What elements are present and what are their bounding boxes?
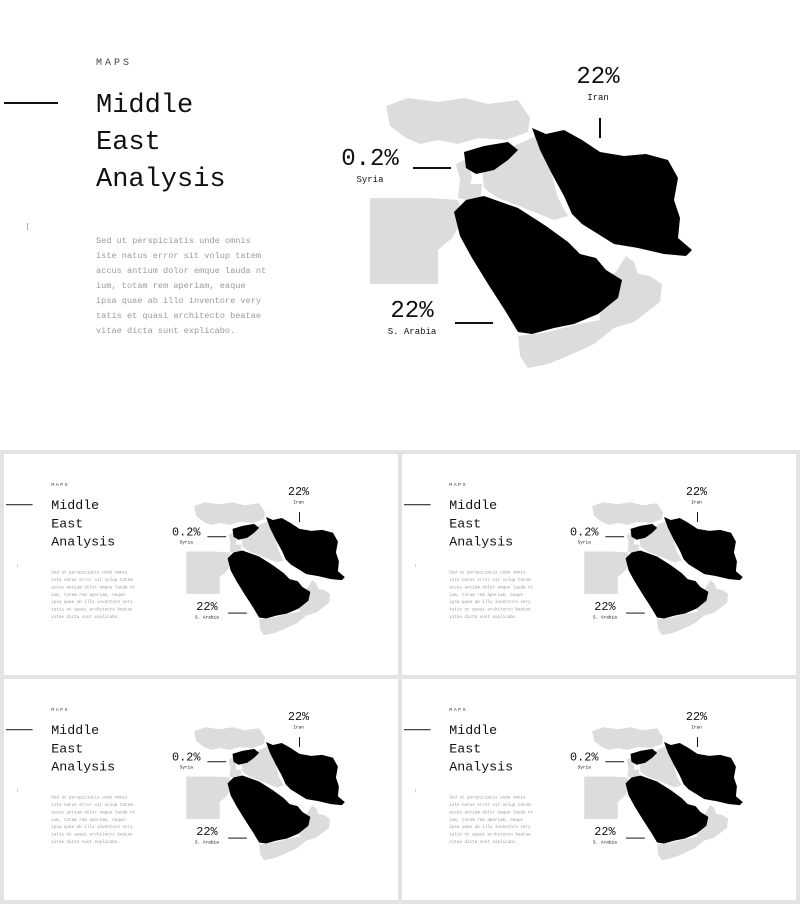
- saudi-stat-value: 22%: [594, 600, 616, 615]
- slide-kicker: MAPS: [51, 482, 70, 488]
- iran-stat-value: 22%: [685, 710, 708, 724]
- slide-title: [449, 497, 567, 552]
- accent-line: [4, 102, 58, 104]
- slide-thumbnail[interactable]: [402, 454, 796, 675]
- iran-stat-label: Iran: [587, 93, 609, 103]
- slide-content: [0, 0, 800, 450]
- egypt-region: [186, 777, 232, 819]
- accent-line: [6, 729, 33, 730]
- syria-stat-value: 0.2%: [341, 146, 399, 173]
- saudi-stat-value: 22%: [594, 825, 616, 840]
- iran-stat: [678, 711, 715, 731]
- egypt-region: [186, 552, 232, 594]
- title-line: Middle: [51, 498, 100, 514]
- title-line: Middle: [449, 723, 498, 739]
- title-line: East: [96, 128, 161, 158]
- syria-leader-line: [605, 761, 624, 762]
- slide-kicker: MAPS: [51, 707, 70, 713]
- iran-stat: [280, 486, 317, 506]
- saudi-stat-label: S. Arabia: [592, 615, 617, 620]
- saudi-stat-label: S. Arabia: [592, 840, 617, 845]
- title-line: Analysis: [51, 535, 116, 551]
- iran-stat: [560, 64, 636, 104]
- syria-leader-line: [413, 167, 451, 169]
- iran-stat-label: Iran: [691, 724, 702, 730]
- saudi-stat-label: S. Arabia: [387, 327, 437, 337]
- egypt-region: [584, 552, 630, 594]
- slide-kicker: MAPS: [449, 707, 468, 713]
- iran-stat-label: Iran: [293, 499, 304, 505]
- turkey-region: [194, 727, 265, 750]
- saudi-stat: [372, 298, 452, 338]
- syria-stat: [565, 751, 604, 771]
- turkey-region: [194, 502, 265, 525]
- title-line: East: [449, 517, 482, 532]
- saudi-leader-line: [455, 322, 493, 324]
- saudi-leader-line: [228, 613, 247, 614]
- title-line: Analysis: [449, 760, 514, 776]
- saudi-stat: [187, 601, 226, 621]
- slide-kicker: MAPS: [449, 482, 468, 488]
- accent-line: [404, 504, 431, 505]
- slide-content: [402, 454, 796, 675]
- slide-main[interactable]: [0, 0, 800, 450]
- iran-stat-value: 22%: [287, 710, 310, 724]
- iran-leader-line: [299, 737, 300, 747]
- body-paragraph: Sed ut perspiciatis unde omnis iste natus error sit volup tatem accus antium dolor emque lauda nt ium, totam rem aperiam, eaque ipsa quae ab illo inventore very tatis et quasi architecto beatae vitae dicta sunt explicabo.: [449, 795, 534, 845]
- iran-stat: [678, 486, 715, 506]
- syria-stat-label: Syria: [577, 540, 591, 546]
- syria-stat-value: 0.2%: [172, 750, 201, 765]
- body-paragraph: Sed ut perspiciatis unde omnis iste natus error sit volup tatem accus antium dolor emque lauda nt ium, totam rem aperiam, eaque ipsa quae ab illo inventore very tatis et quasi architecto beatae vitae dicta sunt explicabo.: [51, 795, 136, 845]
- turkey-region: [592, 502, 663, 525]
- title-line: Analysis: [51, 760, 116, 776]
- saudi-stat: [585, 826, 624, 846]
- syria-leader-line: [605, 536, 624, 537]
- title-line: Middle: [449, 498, 498, 514]
- body-paragraph: Sed ut perspiciatis unde omnis iste natus error sit volup tatem accus antium dolor emque lauda nt ium, totam rem aperiam, eaque ipsa quae ab illo inventore very tatis et quasi architecto beatae vitae dicta sunt explicabo.: [449, 570, 534, 620]
- egypt-region: [370, 198, 464, 284]
- slide-title: [51, 722, 169, 777]
- title-line: East: [449, 742, 482, 757]
- title-line: Middle: [51, 723, 100, 739]
- slide-kicker: MAPS: [96, 58, 133, 69]
- slide-thumbnail[interactable]: [402, 679, 796, 900]
- title-line: Middle: [96, 91, 194, 121]
- iran-stat-value: 22%: [287, 485, 310, 499]
- saudi-stat: [187, 826, 226, 846]
- saudi-leader-line: [228, 838, 247, 839]
- accent-line: [404, 729, 431, 730]
- saudi-leader-line: [626, 613, 645, 614]
- iran-stat-value: 22%: [685, 485, 708, 499]
- saudi-leader-line: [626, 838, 645, 839]
- turkey-region: [386, 98, 530, 144]
- slide-content: [4, 679, 398, 900]
- title-line: Analysis: [449, 535, 514, 551]
- egypt-region: [584, 777, 630, 819]
- saudi-stat-value: 22%: [390, 298, 434, 325]
- title-line: East: [51, 517, 84, 532]
- slide-content: [402, 679, 796, 900]
- syria-stat-value: 0.2%: [570, 525, 599, 540]
- side-tick: [27, 223, 28, 230]
- iran-leader-line: [299, 512, 300, 522]
- syria-stat: [167, 751, 206, 771]
- syria-stat: [330, 146, 410, 186]
- syria-stat: [167, 526, 206, 546]
- title-line: East: [51, 742, 84, 757]
- syria-stat-label: Syria: [577, 765, 591, 771]
- iran-leader-line: [697, 512, 698, 522]
- slide-thumbnail[interactable]: [4, 679, 398, 900]
- syria-leader-line: [207, 536, 226, 537]
- slide-title: [51, 497, 169, 552]
- slide-title: [96, 88, 336, 199]
- saudi-stat-value: 22%: [196, 825, 218, 840]
- body-paragraph: Sed ut perspiciatis unde omnis iste natus error sit volup tatem accus antium dolor emque lauda nt ium, totam rem aperiam, eaque ipsa quae ab illo inventore very tatis et quasi architecto beatae vitae dicta sunt explicabo.: [96, 236, 267, 336]
- iran-leader-line: [697, 737, 698, 747]
- iran-stat-label: Iran: [691, 499, 702, 505]
- iran-stat-label: Iran: [293, 724, 304, 730]
- saudi-stat-label: S. Arabia: [194, 840, 219, 845]
- syria-stat-label: Syria: [179, 765, 193, 771]
- saudi-stat: [585, 601, 624, 621]
- slide-thumbnail[interactable]: [4, 454, 398, 675]
- slide-content: [4, 454, 398, 675]
- syria-stat-label: Syria: [356, 175, 384, 185]
- body-paragraph: Sed ut perspiciatis unde omnis iste natus error sit volup tatem accus antium dolor emque lauda nt ium, totam rem aperiam, eaque ipsa quae ab illo inventore very tatis et quasi architecto beatae vitae dicta sunt explicabo.: [51, 570, 136, 620]
- turkey-region: [592, 727, 663, 750]
- iran-stat-value: 22%: [576, 64, 620, 91]
- syria-stat: [565, 526, 604, 546]
- syria-stat-value: 0.2%: [172, 525, 201, 540]
- accent-line: [6, 504, 33, 505]
- saudi-stat-value: 22%: [196, 600, 218, 615]
- syria-stat-value: 0.2%: [570, 750, 599, 765]
- saudi-stat-label: S. Arabia: [194, 615, 219, 620]
- title-line: Analysis: [96, 165, 226, 195]
- iran-leader-line: [599, 118, 601, 138]
- slide-title: [449, 722, 567, 777]
- syria-leader-line: [207, 761, 226, 762]
- syria-stat-label: Syria: [179, 540, 193, 546]
- iran-stat: [280, 711, 317, 731]
